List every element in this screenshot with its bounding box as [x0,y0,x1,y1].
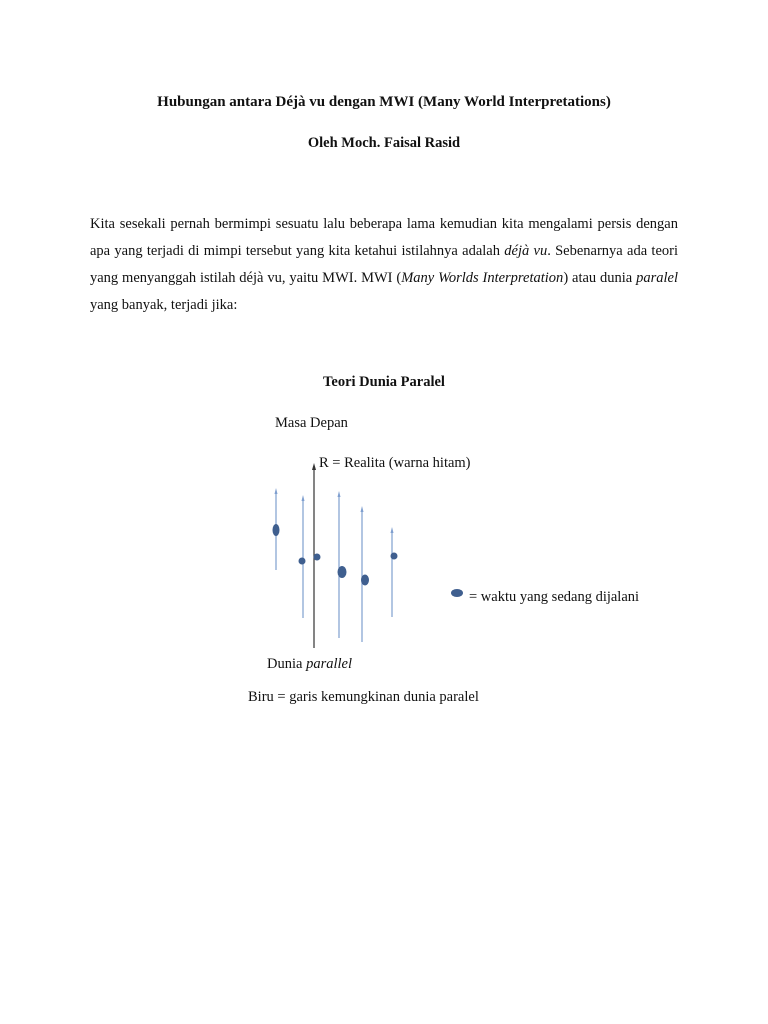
legend-dot-icon [451,589,463,597]
intro-paragraph [90,211,678,319]
parallel-world-label-em: parallel [306,656,352,672]
author-line: Oleh Moch. Faisal Rasid [307,135,461,151]
parallel-world-label-prefix: Dunia [267,656,307,672]
parallel-line [338,491,341,638]
parallel-line [361,506,364,642]
future-label: Masa Depan [275,415,348,431]
paragraph-em-deja-vu: déjà vu [504,243,548,259]
paragraph-text-3: ) atau dunia [563,270,637,286]
present-time-dot [299,558,306,565]
paragraph-text-1: Kita sesekali pernah bermimpi sesuatu lalu beberapa lama kemudian kita mengalami persis dengan apa yang terjadi di mimpi tersebut yang kita ketahui istilahnya adalah [90,216,678,259]
document-title: Hubungan antara Déjà vu dengan MWI (Many World Interpretations) [157,94,611,110]
parallel-line [391,527,394,617]
paragraph-text-2: . Sebenarnya ada teori yang menyanggah istilah déjà vu, yaitu MWI. MWI ( [90,243,678,286]
legend-label: = waktu yang sedang dijalani [469,589,640,605]
paragraph-em-paralel: paralel [636,270,678,286]
parallel-line [302,495,305,618]
present-time-dot [391,553,398,560]
present-time-dot [361,575,369,586]
present-time-dot [338,566,347,578]
section-title: Teori Dunia Paralel [323,374,445,390]
figure-caption: Biru = garis kemungkinan dunia paralel [248,689,479,705]
reality-label: R = Realita (warna hitam) [319,455,471,471]
present-time-dot [314,554,321,561]
present-time-dot [273,524,280,536]
paragraph-em-mwi: Many Worlds Interpretation [401,270,564,286]
parallel-world-label [267,656,352,673]
paragraph-text-4: yang banyak, terjadi jika: [90,297,238,313]
